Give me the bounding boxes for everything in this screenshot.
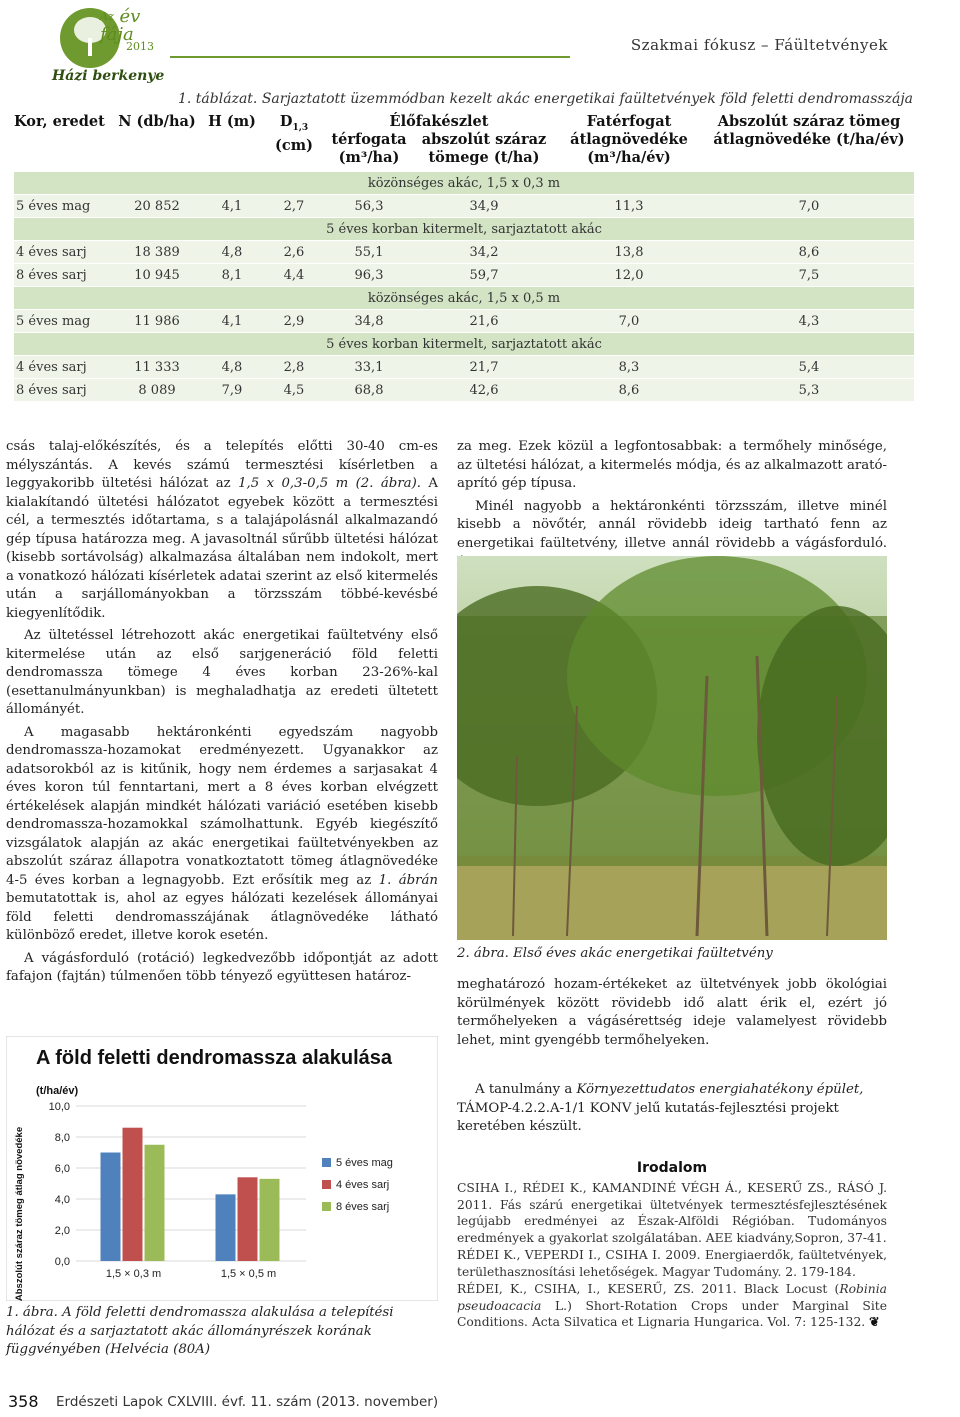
cell: 11 986: [114, 310, 200, 333]
x-tick-label: 1,5 × 0,5 m: [220, 1268, 277, 1280]
cell: 33,1: [324, 356, 414, 379]
table-header-row: [14, 113, 914, 131]
right-column-lower-text: [457, 976, 887, 1054]
cell: 34,9: [414, 195, 554, 218]
text-span: TÁMOP-4.2.2.A-1/1 KONV jelű kutatás-fejlesztési projekt keretében készült.: [457, 1100, 839, 1134]
left-column-text: [6, 438, 438, 991]
cell: 96,3: [324, 264, 414, 287]
dendromass-chart: [6, 1036, 438, 1301]
legend-swatch: [322, 1180, 331, 1189]
section-row: [14, 218, 914, 241]
header-rule: [170, 56, 570, 58]
cell: 4,8: [200, 241, 264, 264]
y-tick-label: 6,0: [54, 1163, 70, 1175]
photo-illustration: [457, 556, 887, 940]
logo-subtitle: Házi berkenye: [52, 68, 165, 84]
table-row: [14, 241, 914, 264]
right-column-text: [457, 438, 887, 576]
cell: 56,3: [324, 195, 414, 218]
paragraph: [6, 724, 438, 946]
cell: 7,9: [200, 379, 264, 402]
text-span-italic: Robinia pseudoacacia: [457, 1282, 887, 1313]
page-number: 358: [8, 1392, 39, 1411]
cell: 20 852: [114, 195, 200, 218]
cell: 4 éves sarj: [14, 241, 114, 264]
text-span-italic: 1. ábrán: [378, 872, 438, 888]
cell: 55,1: [324, 241, 414, 264]
cell: 12,0: [554, 264, 704, 287]
y-tick-label: 8,0: [54, 1132, 70, 1144]
bar: [238, 1177, 258, 1261]
bar: [123, 1128, 143, 1261]
journal-footer: Erdészeti Lapok CXLVIII. évf. 11. szám (2013. november): [56, 1394, 439, 1410]
legend-label: 4 éves sarj: [336, 1179, 390, 1191]
references-list: [457, 1180, 887, 1332]
cell: 8 089: [114, 379, 200, 402]
legend-swatch: [322, 1202, 331, 1211]
text-span: A magasabb hektáronkénti egyedszám nagyobb dendromassza-hozamokat eredményezett. Ugyanakkor az adatsorokból az is kitűnik, hogy nem érdemes a sarjasakat 4 éves koron túl fenntartani, mert a 8 éves korban elvégzett értékelések alapján mindkét hálózati variáció esetében kisebb dendromassza-hozamokkal számolhattunk. Egyéb kiegészítő vizsgálatok alapján az akác energetikai faültetvényekben az abszolút száraz állapotra vonatkoztatott tömeg átlagnövedéke 4-5 éves korban a legnagyobb. Ezt erősítik meg az: [6, 724, 438, 888]
cell: 2,8: [264, 356, 324, 379]
table-row: [14, 264, 914, 287]
header-elofakeszlet: Élőfakészlet: [389, 113, 489, 130]
header-d: [264, 113, 324, 172]
cell: 7,5: [704, 264, 914, 287]
section-label: közönséges akác, 1,5 x 0,3 m: [14, 172, 914, 195]
reference-item: CSIHA I., RÉDEI K., KAMANDINÉ VÉGH Á., KESERŰ ZS., RÁSÓ J. 2011. Fás szárú energetikai ültetvények termesztésfejlesztésének legújabb eredményei az Észak-Alföldi Régióban. Tudományos eredmények a gyakorlat szolgálatában. AEE kiadvány,Sopron, 37-41.: [457, 1181, 887, 1245]
text-span: csás talaj-előkészítés, és a telepítés előtti 30-40 cm-es mélyszántás. A kevés számú termesztési kísérletben a leggyakoribb ültetési hálózat az: [6, 439, 438, 491]
bar: [260, 1179, 280, 1261]
paragraph: Minél nagyobb a hektáronkénti törzsszám, illetve minél kisebb a növőtér, annál rövidebb ideig tartható fenn az energetikai faültetvény, illetve annál rövidebb a vágásforduló.: [457, 498, 887, 551]
text-span: A tanulmány a: [475, 1082, 577, 1097]
bar: [216, 1194, 236, 1261]
header-terfogata: térfogata (m³/ha): [331, 131, 407, 166]
cell: 11 333: [114, 356, 200, 379]
chart-y-axis-label: Abszolút száraz tömeg átlag növedéke: [14, 1126, 25, 1301]
cell: 18 389: [114, 241, 200, 264]
cell: 4,8: [200, 356, 264, 379]
chart-title: A föld feletti dendromassza alakulása: [36, 1047, 393, 1069]
header-d-sub: 1,3: [292, 122, 309, 133]
text-span: bemutatottak is, ahol az egyes hálózati kezelések állományai föld feletti dendromasszájának átlagnövedéke látható különböző eredet, illetve korok esetén.: [6, 891, 438, 943]
text-span: RÉDEI, K., CSIHA, I., KESERŰ, ZS. 2011. Black Locust (: [457, 1282, 840, 1296]
bar: [101, 1153, 121, 1262]
logo-az: Az: [100, 10, 114, 23]
text-span: A kialakítandó ültetési hálózatot egyebek között a termesztési cél, a termesztés időtartama, s a talajápolásnál alkalmazandó gép típusa határozza meg. A javasoltnál sűrűbb ültetési hálózat (kisebb sortávolság) alkalmazása általában nem indokolt, mert a vonatkozó hálózati kísérletek adatai szerint az első kitermelés után a sarjállományokban a törzsszám többé-kevésbé kiegyenlítődik.: [6, 476, 438, 621]
text-span-italic: Környezettudatos energiahatékony épület,: [576, 1082, 864, 1097]
section-header: Szakmai fókusz – Fáültetvények: [630, 36, 888, 54]
section-label: 5 éves korban kitermelt, sarjaztatott akác: [14, 218, 914, 241]
header-abszolut: abszolút száraz tömege (t/ha): [421, 131, 547, 166]
logo-ev: év: [119, 6, 141, 27]
legend-swatch: [322, 1158, 331, 1167]
locust-plantation-photo: [457, 556, 887, 940]
cell: 5,3: [704, 379, 914, 402]
header-fatertfogat: Fatérfogat átlagnövedéke (m³/ha/év): [570, 113, 688, 166]
cell: 4,1: [200, 310, 264, 333]
table-row: [14, 379, 914, 402]
paragraph: [6, 438, 438, 623]
cell: 7,0: [704, 195, 914, 218]
cell: 11,3: [554, 195, 704, 218]
y-tick-label: 0,0: [54, 1256, 70, 1268]
photo-caption: 2. ábra. Első éves akác energetikai faültetvény: [457, 946, 773, 961]
legend-label: 5 éves mag: [336, 1157, 393, 1169]
cell: 5 éves mag: [14, 195, 114, 218]
chart-svg: [6, 1036, 438, 1301]
reference-item: RÉDEI K., VEPERDI I., CSIHA I. 2009. Energiaerdők, faültetvények, területhasznosítási lehetőségek. Magyar Tudomány. 2. 179-184.: [457, 1248, 887, 1279]
cell: 8,6: [704, 241, 914, 264]
paragraph: A vágásforduló (rotáció) legkedvezőbb időpontját az adott fafajon (fajtán) túlmenően több tényező együttesen határoz-: [6, 950, 438, 984]
bar: [145, 1145, 165, 1261]
cell: 8 éves sarj: [14, 264, 114, 287]
cell: 59,7: [414, 264, 554, 287]
cell: 21,6: [414, 310, 554, 333]
cell: 21,7: [414, 356, 554, 379]
cell: 2,9: [264, 310, 324, 333]
acknowledgement: [457, 1081, 887, 1137]
data-table: [14, 113, 914, 402]
leaf-end-icon: ❦: [869, 1314, 880, 1329]
legend-label: 8 éves sarj: [336, 1201, 390, 1213]
cell: 5 éves mag: [14, 310, 114, 333]
header-d-unit: (cm): [275, 136, 313, 154]
reference-item: [457, 1281, 887, 1331]
y-tick-label: 2,0: [54, 1225, 70, 1237]
cell: 4,4: [264, 264, 324, 287]
header-d-letter: D: [279, 113, 293, 130]
cell: 4,5: [264, 379, 324, 402]
cell: 2,7: [264, 195, 324, 218]
paragraph: meghatározó hozam-értékeket az ültetvények jobb ökológiai körülmények között rövidebb idő alatt érik el, ezért jó termőhelyeken a vágásérettség ideje valamelyest rövidebb lehet, mint gyengébb termőhelyeken.: [457, 977, 887, 1048]
logo-faja: fája: [100, 24, 134, 45]
magazine-logo: [44, 6, 165, 86]
text-span-italic: 1,5 x 0,3-0,5 m (2. ábra).: [238, 476, 422, 491]
cell: 7,0: [554, 310, 704, 333]
header-h: H (m): [208, 113, 256, 130]
cell: 34,8: [324, 310, 414, 333]
table-row: [14, 356, 914, 379]
cell: 8,1: [200, 264, 264, 287]
table-row: [14, 195, 914, 218]
cell: 4,3: [704, 310, 914, 333]
cell: 2,6: [264, 241, 324, 264]
cell: 8,6: [554, 379, 704, 402]
section-row: [14, 333, 914, 356]
cell: 5,4: [704, 356, 914, 379]
logo-year: 2013: [126, 40, 154, 53]
header-absz-atlag: Abszolút száraz tömeg átlagnövedéke (t/ha/év): [713, 113, 905, 148]
cell: 4 éves sarj: [14, 356, 114, 379]
cell: 4,1: [200, 195, 264, 218]
cell: 42,6: [414, 379, 554, 402]
text-span: L.) Short-Rotation Crops under Marginal Site Conditions. Acta Silvatica et Lignaria Hungarica. Vol. 7: 125-132.: [457, 1298, 887, 1329]
references-title: Irodalom: [636, 1160, 708, 1176]
table-row: [14, 310, 914, 333]
y-tick-label: 10,0: [48, 1101, 70, 1113]
table-caption: 1. táblázat. Sarjaztatott üzemmódban kezelt akác energetikai faültetvények föld feletti dendromasszája: [178, 91, 914, 107]
logo-title: [100, 8, 140, 44]
cell: 68,8: [324, 379, 414, 402]
header-n: N (db/ha): [118, 113, 196, 130]
chart-unit-label: (t/ha/év): [36, 1085, 79, 1097]
cell: 34,2: [414, 241, 554, 264]
section-row: [14, 287, 914, 310]
chart-caption: 1. ábra. A föld feletti dendromassza alakulása a telepítési hálózat és a sarjaztatott akác állományrészek korának függvényében (Helvécia (80A): [6, 1305, 394, 1357]
paragraph: za meg. Ezek közül a legfontosabbak: a termőhely minősége, az ültetési hálózat, a kitermelés módja, és az alkalmazott arató-aprító gép típusa.: [457, 439, 887, 491]
cell: 8 éves sarj: [14, 379, 114, 402]
x-tick-label: 1,5 × 0,3 m: [105, 1268, 162, 1280]
paragraph: Az ültetéssel létrehozott akác energetikai faültetvény első kitermelése után az első sarjgeneráció föld feletti dendromassza tömege 4 éves korban 23-26%-kal (esettanulmányunkban) is meghaladhatja az eredeti ültetett állományét.: [6, 628, 438, 717]
section-label: közönséges akác, 1,5 x 0,5 m: [14, 287, 914, 310]
cell: 13,8: [554, 241, 704, 264]
y-tick-label: 4,0: [54, 1194, 70, 1206]
cell: 10 945: [114, 264, 200, 287]
cell: 8,3: [554, 356, 704, 379]
section-row: [14, 172, 914, 195]
section-label: 5 éves korban kitermelt, sarjaztatott akác: [14, 333, 914, 356]
header-kor: Kor, eredet: [14, 113, 105, 130]
